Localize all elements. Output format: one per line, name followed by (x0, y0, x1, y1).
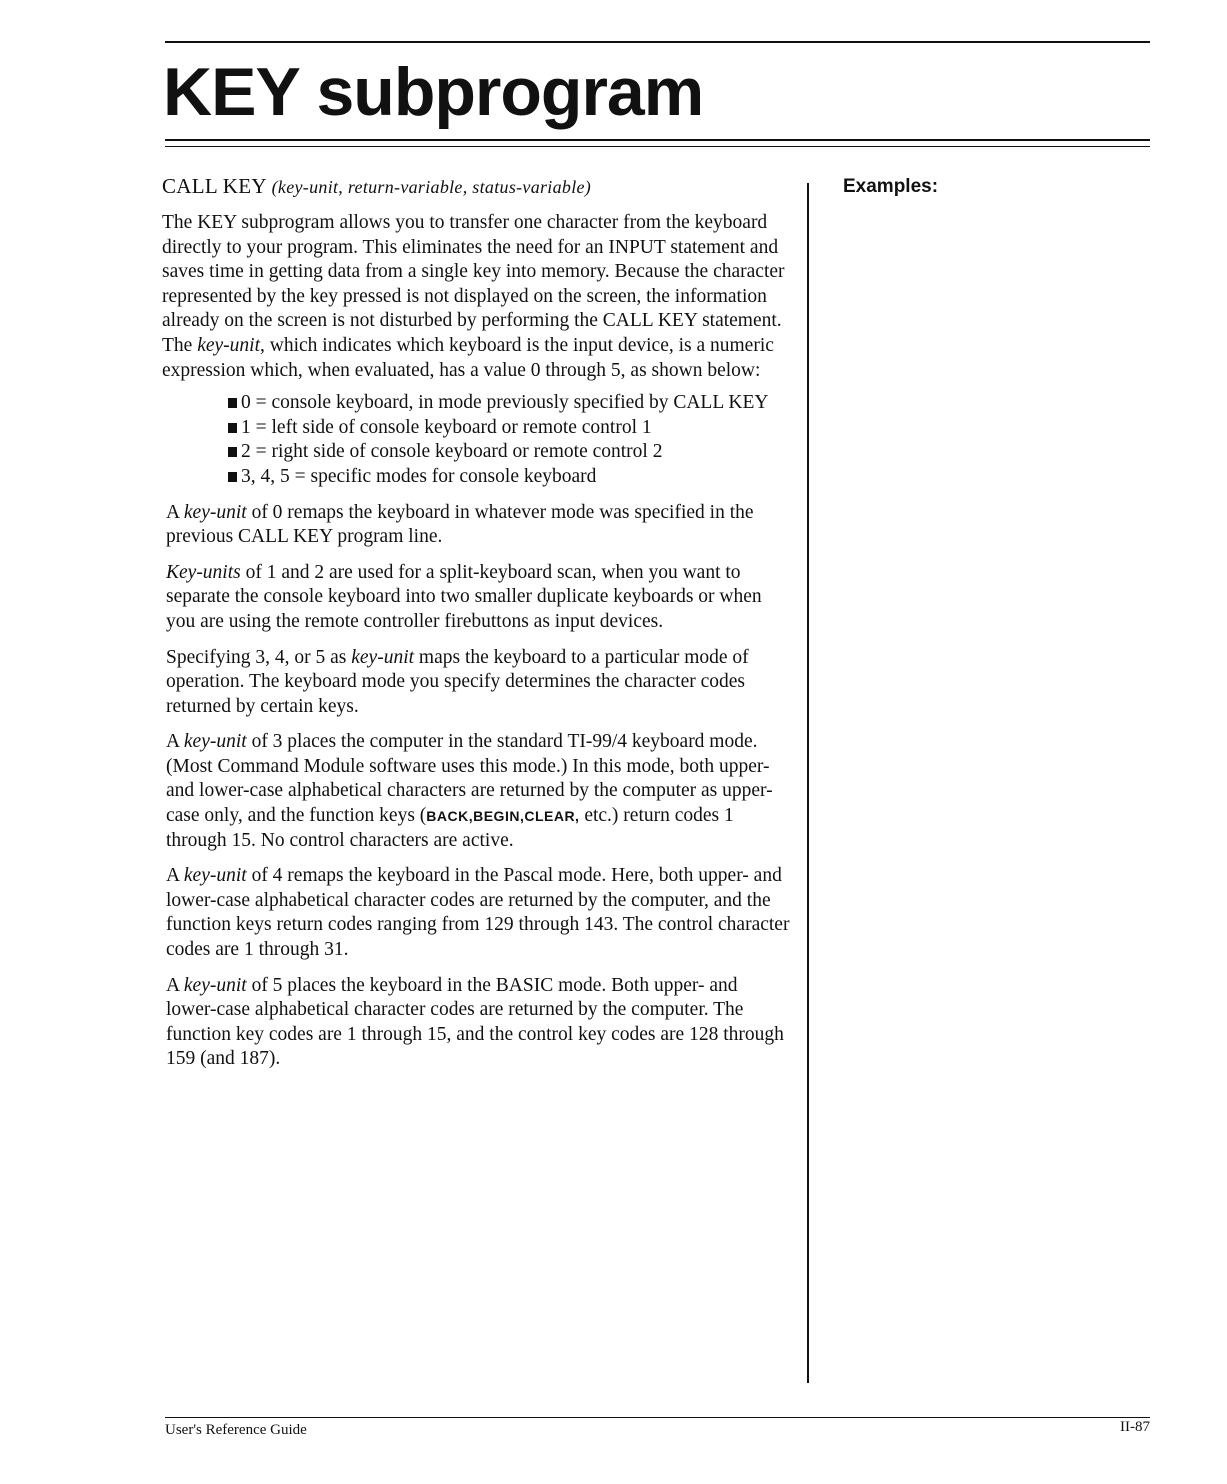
syntax-line (162, 172, 792, 201)
term-key-unit: key-unit (183, 501, 247, 523)
bullet-square-icon (228, 423, 237, 433)
term-key-unit: key-unit (183, 731, 247, 753)
term-key-units: Key-units (166, 561, 241, 583)
footer-rule (165, 1417, 1150, 1418)
list-item: 1 = left side of console keyboard or remote control 1 (228, 416, 792, 441)
paragraph-key-unit-4: A key-unit of 4 remaps the keyboard in the Pascal mode. Here, both upper- and lower-case alphabetical character codes are returned by the computer, and the function keys return codes ranging from 129 through 143. The control character codes are 1 through 31. (166, 865, 790, 961)
column-divider (807, 183, 809, 1383)
paragraph-key-unit-0: A key-unit of 0 remaps the keyboard in whatever mode was specified in the previous CALL KEY program line. (166, 501, 754, 548)
title-underline-thin (165, 146, 1150, 147)
paragraph-key-units-1-2: Key-units of 1 and 2 are used for a split-keyboard scan, when you want to separate the console keyboard into two smaller duplicate keyboards or when you are using the remote controller firebuttons as input devices. (166, 561, 762, 632)
footer-book-title: User's Reference Guide (165, 1422, 307, 1438)
term-key-unit: key-unit (351, 646, 415, 668)
term-key-unit: key-unit (183, 974, 247, 996)
main-column (162, 172, 792, 1083)
syntax-command: CALL KEY (162, 174, 267, 198)
paragraph-key-unit-5: A key-unit of 5 places the keyboard in the BASIC mode. Both upper- and lower-case alphabetical character codes are returned by the computer. The function key codes are 1 through 15, and the control key codes are 128 through 159 (and 187). (166, 974, 784, 1070)
paragraph-key-unit-3: A key-unit of 3 places the computer in the standard TI-99/4 keyboard mode. (Most Command Module software uses this mode.) In this mode, both upper- and lower-case alphabetical characters are returned by the computer as upper-case only, and the function keys (BACK,BEGIN,CLEAR, etc.) return codes 1 through 15. No control characters are active. (166, 731, 773, 851)
bullet-square-icon (228, 398, 237, 408)
function-key-names: BACK,BEGIN,CLEAR, (426, 808, 580, 825)
title-underline-thick (165, 139, 1150, 141)
list-item: 3, 4, 5 = specific modes for console keyboard (228, 465, 792, 490)
key-unit-list (162, 391, 792, 489)
examples-heading: Examples: (843, 176, 939, 197)
paragraph-key-units-3-4-5: Specifying 3, 4, or 5 as key-unit maps the keyboard to a particular mode of operation. The keyboard mode you specify determines the character codes returned by certain keys. (166, 646, 749, 717)
term-key-unit: key-unit (197, 334, 260, 356)
list-item: 0 = console keyboard, in mode previously specified by CALL KEY (228, 391, 792, 416)
bullet-square-icon (228, 472, 237, 482)
term-key-unit: key-unit (183, 865, 247, 887)
intro-paragraph: The KEY subprogram allows you to transfer one character from the keyboard directly to your program. This eliminates the need for an INPUT statement and saves time in getting data from a single key into memory. Because the character represented by the key pressed is not displayed on the screen, the information already on the screen is not disturbed by performing the CALL KEY statement. The key-unit, which indicates which keyboard is the input device, is a numeric expression which, when evaluated, has a value 0 through 5, as shown below: (162, 212, 785, 381)
bullet-square-icon (228, 447, 237, 457)
top-rule (165, 41, 1150, 43)
page-number: II-87 (1120, 1419, 1150, 1435)
syntax-arguments: (key-unit, return-variable, status-variable) (271, 177, 592, 197)
list-item: 2 = right side of console keyboard or remote control 2 (228, 440, 792, 465)
page-title: KEY subprogram (163, 54, 704, 130)
